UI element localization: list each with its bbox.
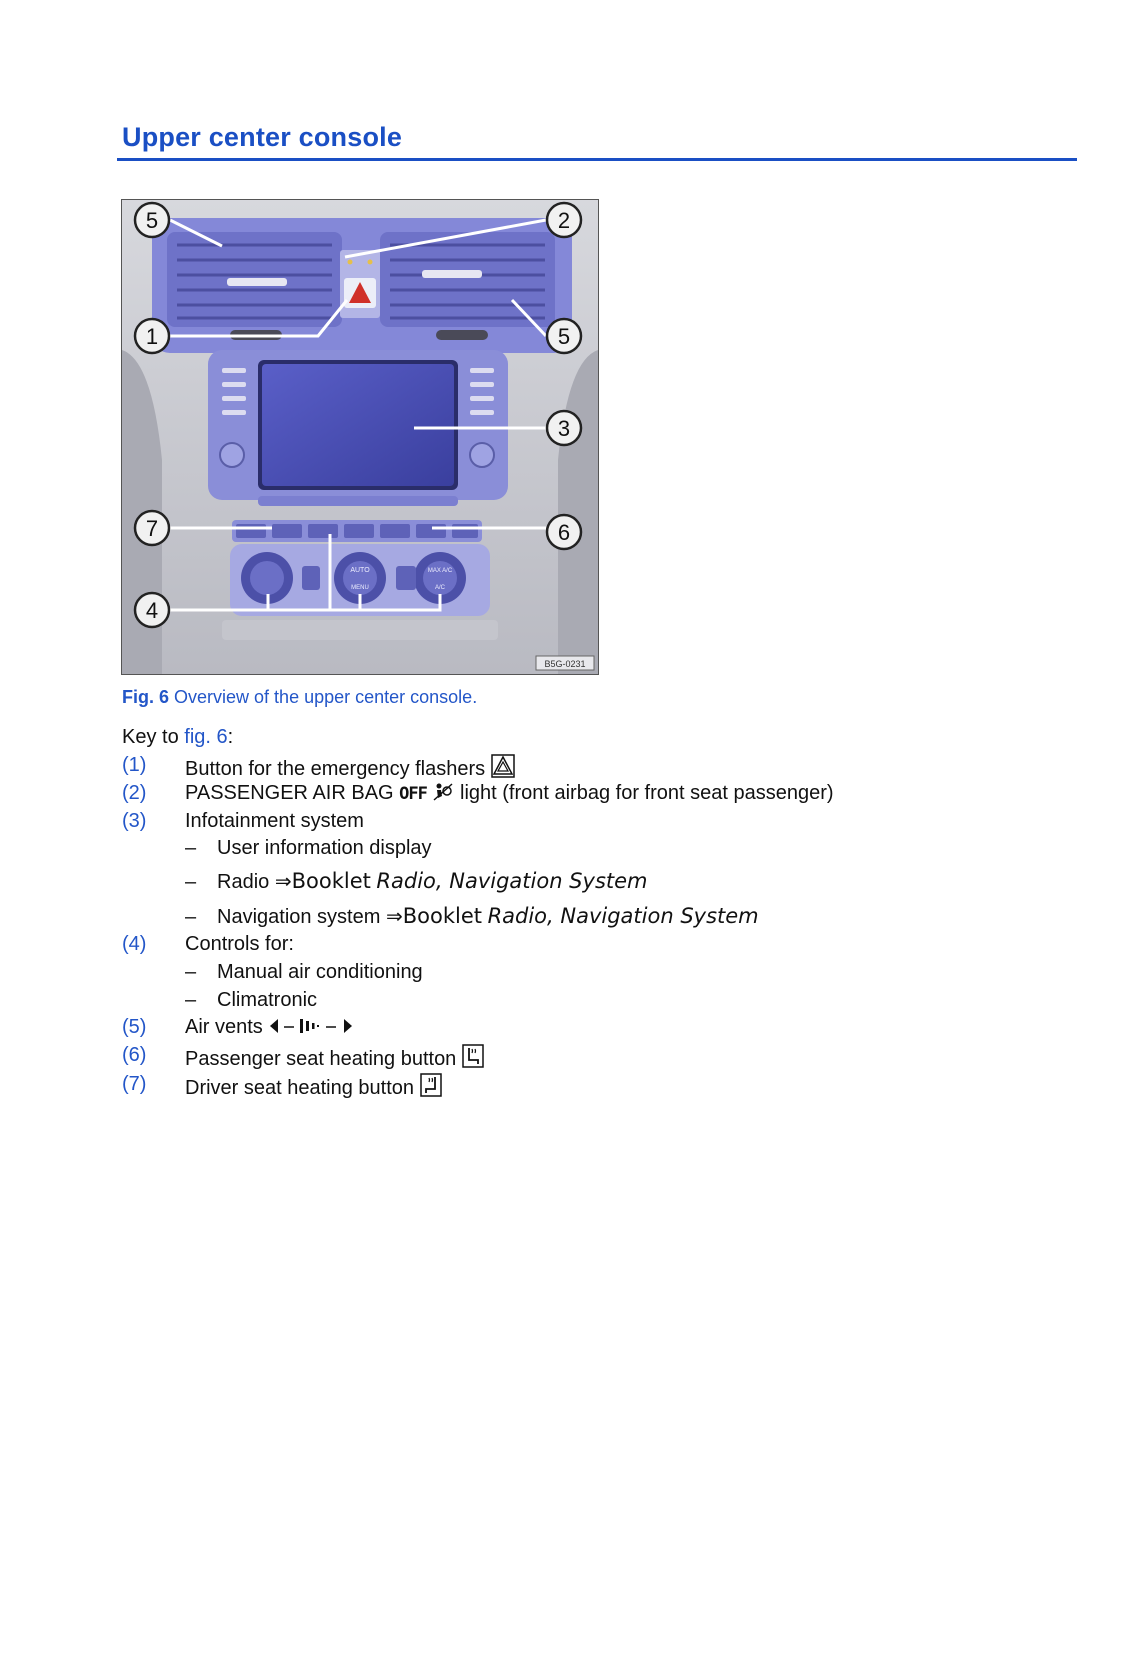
fig-link[interactable]: fig. 6 — [184, 726, 228, 748]
figure-caption — [122, 687, 477, 708]
caption-label: Fig. 6 — [122, 687, 170, 707]
menu-label: MENU — [351, 585, 369, 591]
reference-arrow: ⇒ — [274, 869, 292, 893]
key-item — [185, 1073, 442, 1103]
svg-text:5: 5 — [557, 324, 571, 349]
reference-arrow: ⇒ — [385, 904, 403, 928]
sub-item: Manual air conditioning — [217, 961, 423, 983]
off-symbol: OFF — [399, 784, 427, 804]
key-item — [185, 782, 834, 808]
air-vent-symbol-icon — [268, 1016, 364, 1042]
console-figure — [121, 199, 599, 675]
sub-dash: – — [185, 906, 197, 928]
callout-5-right — [547, 319, 581, 353]
key-intro — [122, 726, 233, 749]
item-number: (6) — [122, 1044, 147, 1066]
sub-item — [217, 869, 648, 894]
item-text: PASSENGER AIR BAG — [185, 782, 394, 804]
key-item — [185, 754, 515, 784]
booklet-reference[interactable]: Booklet — [291, 869, 371, 893]
sub-item — [217, 904, 759, 929]
item-text-after: light (front airbag for front seat passenger) — [460, 782, 834, 804]
sub-dash: – — [185, 989, 197, 1011]
ac-label: A/C — [434, 585, 446, 591]
passenger-airbag-icon — [432, 782, 454, 808]
key-intro-suffix: : — [227, 726, 234, 748]
sub-item-text: Navigation system — [217, 906, 381, 928]
item-text: Button for the emergency flashers — [185, 758, 486, 780]
passenger-seat-heating-icon — [462, 1044, 484, 1074]
sub-dash: – — [185, 961, 197, 983]
item-number: (2) — [122, 782, 147, 804]
callout-3 — [547, 411, 581, 445]
key-intro-prefix: Key to — [122, 726, 185, 748]
item-number: (7) — [122, 1073, 147, 1095]
infotainment-screen — [262, 364, 454, 486]
item-text: Air vents — [185, 1016, 263, 1038]
svg-text:6: 6 — [557, 520, 571, 545]
sub-item-text: Radio — [217, 871, 270, 893]
hazard-icon — [491, 754, 515, 784]
sub-item: Climatronic — [217, 989, 318, 1011]
callout-7 — [135, 511, 169, 545]
title-divider — [117, 158, 1077, 161]
item-text: Driver seat heating button — [185, 1077, 415, 1099]
item-number: (5) — [122, 1016, 147, 1038]
svg-text:2: 2 — [557, 208, 571, 233]
svg-text:4: 4 — [145, 598, 159, 623]
callout-6 — [547, 515, 581, 549]
key-item: Infotainment system — [185, 810, 364, 832]
caption-text: Overview of the upper center console. — [174, 687, 478, 707]
item-number: (4) — [122, 933, 147, 955]
key-item: Controls for: — [185, 933, 294, 955]
item-text: Passenger seat heating button — [185, 1048, 457, 1070]
key-item — [185, 1044, 484, 1074]
svg-text:5: 5 — [145, 208, 159, 233]
svg-text:3: 3 — [557, 416, 571, 441]
svg-text:7: 7 — [145, 516, 159, 541]
auto-label: AUTO — [350, 567, 370, 574]
booklet-title[interactable]: Radio, Navigation System — [487, 904, 759, 928]
item-number: (1) — [122, 754, 147, 776]
page-title: Upper center console — [122, 122, 403, 152]
booklet-reference[interactable]: Booklet — [402, 904, 482, 928]
figure-code: B5G-0231 — [544, 659, 586, 669]
console-illustration — [122, 200, 598, 674]
driver-seat-heating-icon — [420, 1073, 442, 1103]
sub-dash: – — [185, 837, 197, 859]
sub-dash: – — [185, 871, 197, 893]
callout-2 — [547, 203, 581, 237]
callout-4 — [135, 593, 169, 627]
callout-1 — [135, 319, 169, 353]
svg-text:1: 1 — [145, 324, 159, 349]
sub-item: User information display — [217, 837, 432, 859]
ac-max-label: MAX A/C — [427, 568, 453, 574]
item-number: (3) — [122, 810, 147, 832]
booklet-title[interactable]: Radio, Navigation System — [376, 869, 648, 893]
key-item — [185, 1016, 364, 1042]
callout-5-top-left — [135, 203, 169, 237]
